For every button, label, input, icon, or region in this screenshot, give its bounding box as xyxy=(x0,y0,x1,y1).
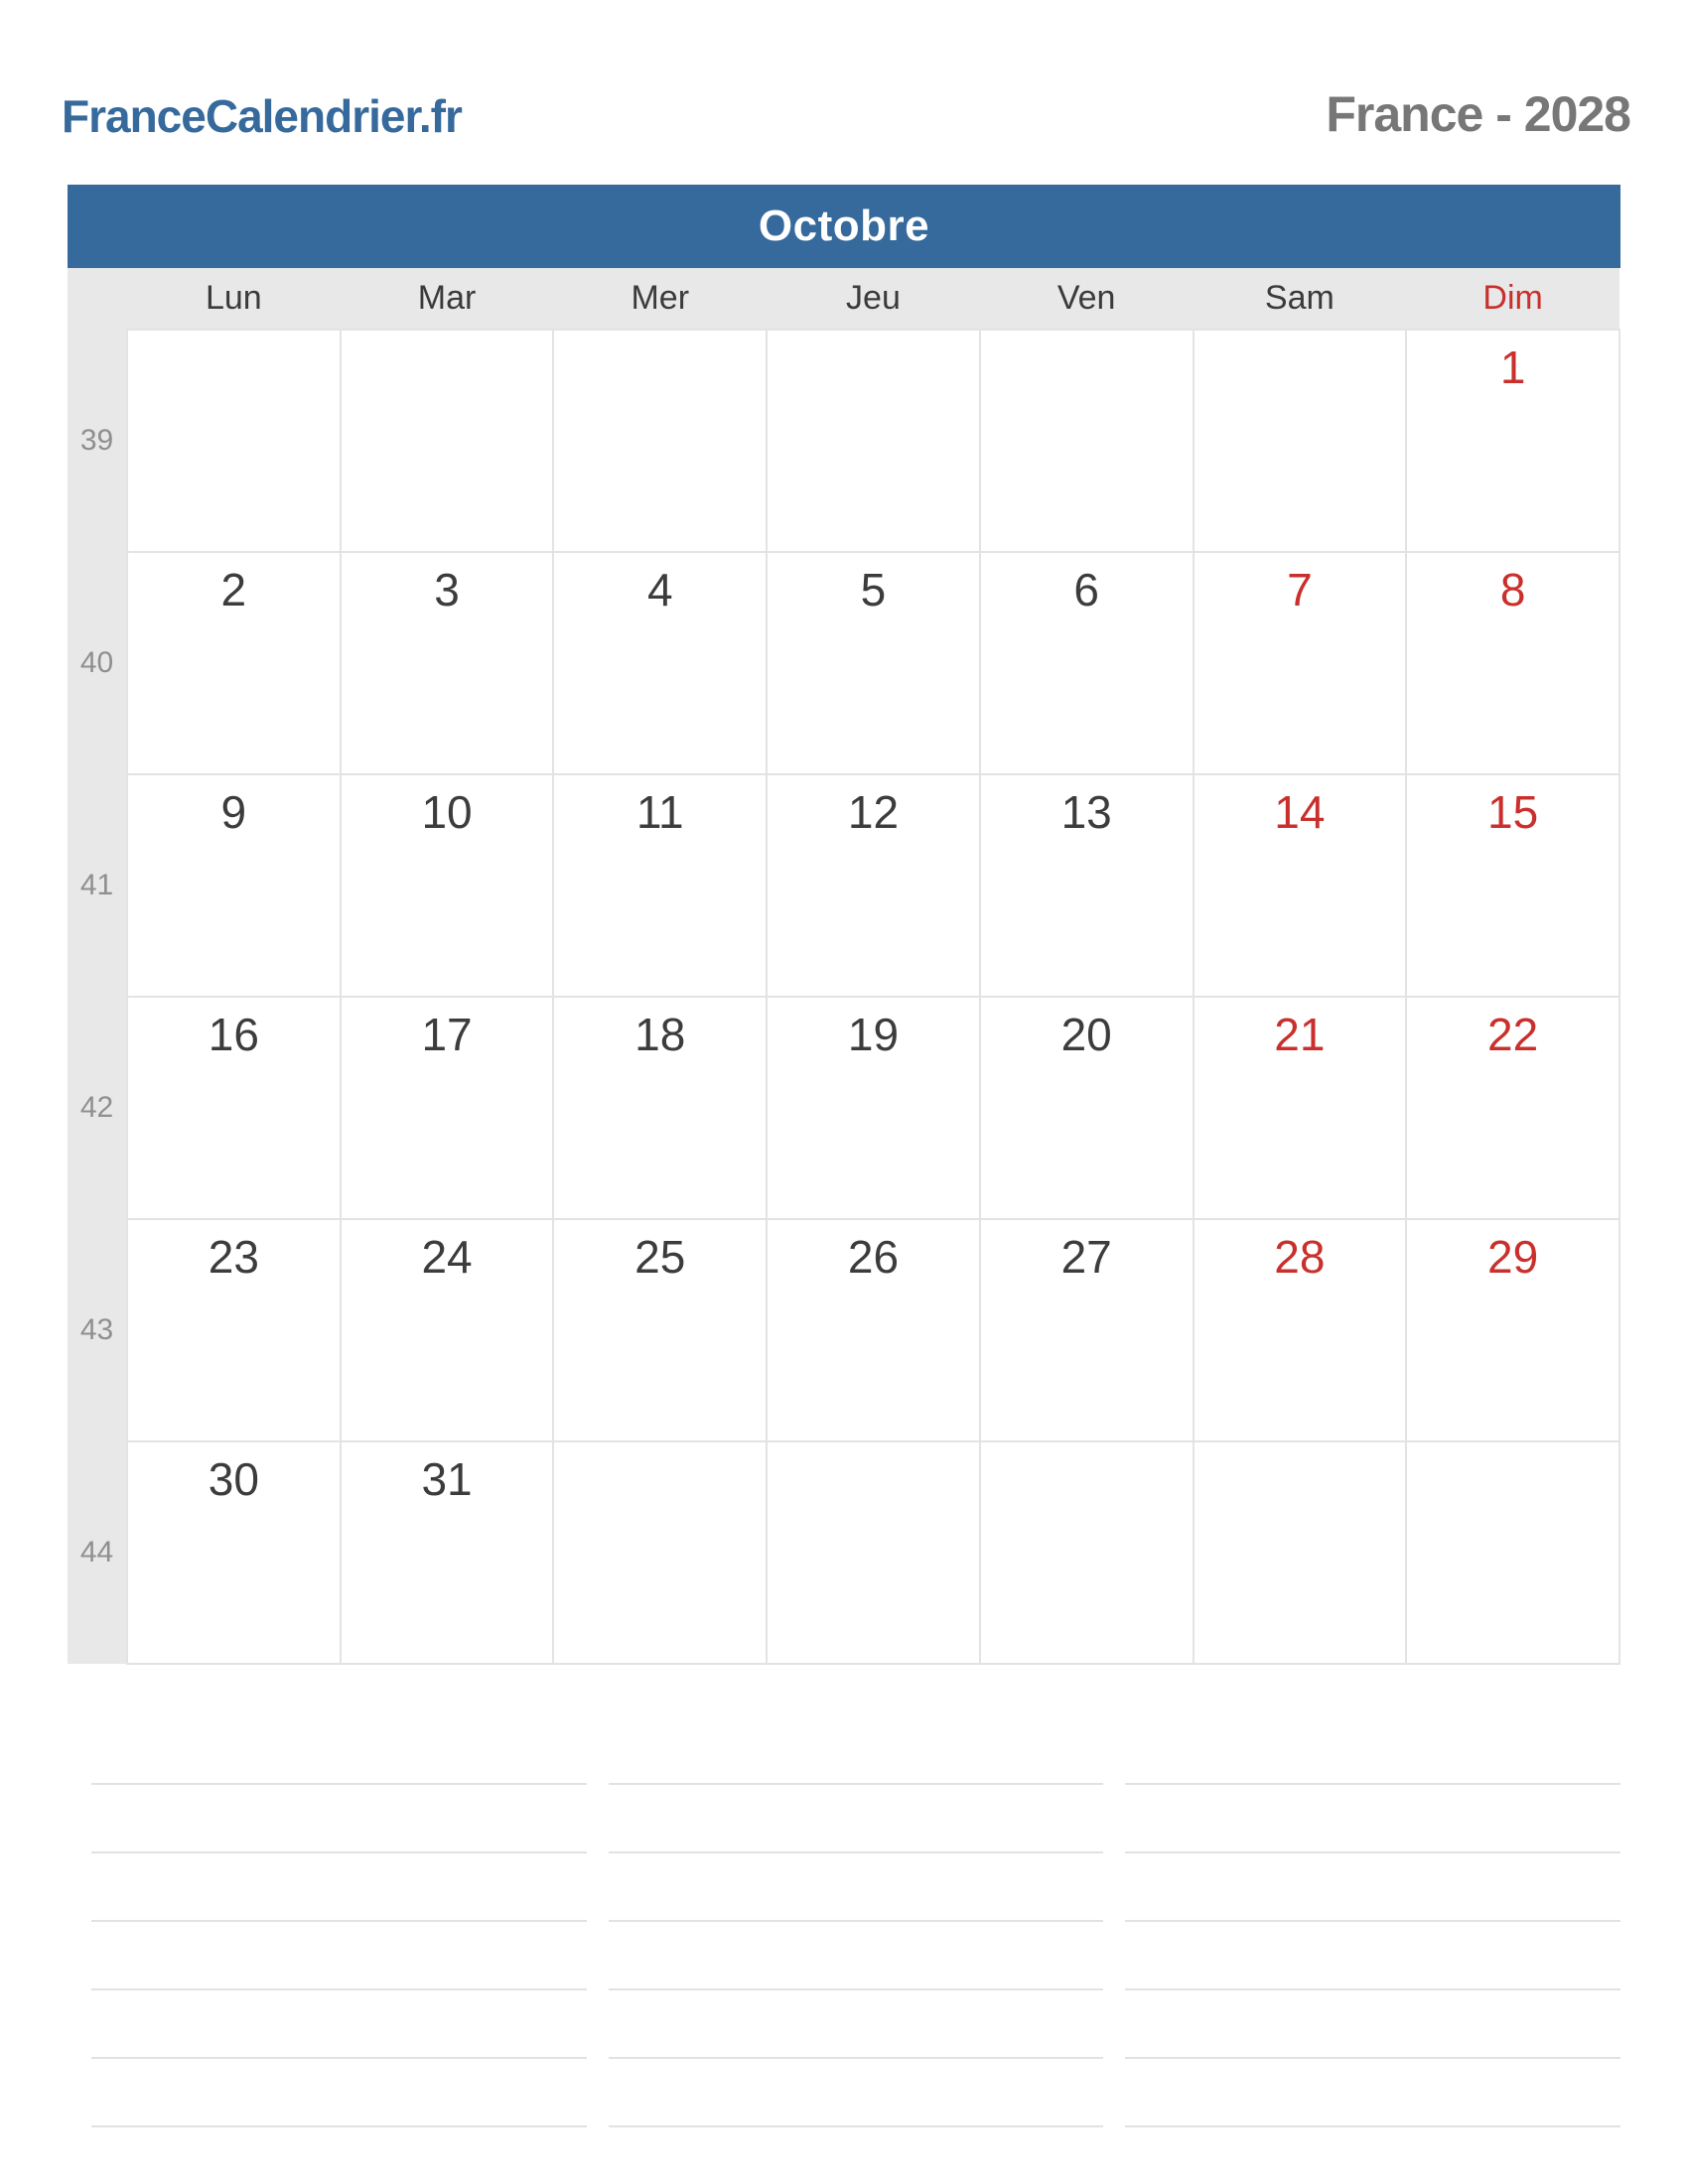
week-row xyxy=(68,1219,1619,1441)
notes-column xyxy=(91,1716,587,2127)
day-cell xyxy=(127,330,341,552)
day-cell: 4 xyxy=(553,552,767,774)
day-cell: 25 xyxy=(553,1219,767,1441)
day-cell: 22 xyxy=(1406,997,1619,1219)
day-header-row xyxy=(68,268,1619,330)
note-line xyxy=(1125,1785,1620,1853)
day-cell: 14 xyxy=(1194,774,1407,997)
note-line xyxy=(1125,1853,1620,1922)
note-line xyxy=(609,1922,1104,1990)
day-cell: 1 xyxy=(1406,330,1619,552)
day-cell: 20 xyxy=(980,997,1194,1219)
day-cell: 12 xyxy=(767,774,980,997)
day-cell xyxy=(553,1441,767,1664)
day-cell: 19 xyxy=(767,997,980,1219)
day-cell: 5 xyxy=(767,552,980,774)
day-header-mar: Mar xyxy=(341,268,554,330)
day-cell: 6 xyxy=(980,552,1194,774)
day-header-jeu: Jeu xyxy=(767,268,980,330)
notes-column xyxy=(609,1716,1104,2127)
note-line xyxy=(91,1922,587,1990)
note-line xyxy=(91,1990,587,2059)
note-line xyxy=(609,1853,1104,1922)
note-line xyxy=(609,2059,1104,2127)
day-cell: 24 xyxy=(341,1219,554,1441)
day-cell: 8 xyxy=(1406,552,1619,774)
week-row xyxy=(68,1441,1619,1664)
day-cell: 29 xyxy=(1406,1219,1619,1441)
week-row xyxy=(68,552,1619,774)
week-row xyxy=(68,330,1619,552)
day-cell: 28 xyxy=(1194,1219,1407,1441)
note-line xyxy=(91,2059,587,2127)
note-line xyxy=(1125,1922,1620,1990)
day-cell xyxy=(767,1441,980,1664)
week-row xyxy=(68,997,1619,1219)
day-cell xyxy=(1194,1441,1407,1664)
month-title: Octobre xyxy=(758,202,930,250)
day-cell: 30 xyxy=(127,1441,341,1664)
notes-column xyxy=(1125,1716,1620,2127)
day-cell: 23 xyxy=(127,1219,341,1441)
day-cell: 16 xyxy=(127,997,341,1219)
note-line xyxy=(609,1785,1104,1853)
day-cell xyxy=(341,330,554,552)
week-number: 43 xyxy=(68,1219,127,1441)
day-cell xyxy=(980,1441,1194,1664)
week-number: 40 xyxy=(68,552,127,774)
notes-lines xyxy=(91,1716,1620,2127)
day-cell: 27 xyxy=(980,1219,1194,1441)
note-line xyxy=(609,1716,1104,1785)
day-cell: 2 xyxy=(127,552,341,774)
day-cell: 17 xyxy=(341,997,554,1219)
day-cell xyxy=(1194,330,1407,552)
week-row xyxy=(68,774,1619,997)
day-header-mer: Mer xyxy=(553,268,767,330)
calendar-grid xyxy=(68,268,1620,1665)
day-cell xyxy=(767,330,980,552)
note-line xyxy=(609,1990,1104,2059)
site-logo[interactable]: FranceCalendrier.fr xyxy=(62,90,462,142)
day-cell xyxy=(980,330,1194,552)
week-number: 41 xyxy=(68,774,127,997)
day-cell: 13 xyxy=(980,774,1194,997)
day-header-sam: Sam xyxy=(1194,268,1407,330)
calendar xyxy=(68,185,1620,1665)
day-cell: 3 xyxy=(341,552,554,774)
note-line xyxy=(91,1853,587,1922)
day-cell: 18 xyxy=(553,997,767,1219)
week-number: 39 xyxy=(68,330,127,552)
note-line xyxy=(1125,1990,1620,2059)
week-column-header xyxy=(68,268,127,330)
month-banner xyxy=(68,185,1620,268)
page-header xyxy=(62,50,1630,142)
day-cell: 31 xyxy=(341,1441,554,1664)
note-line xyxy=(1125,2059,1620,2127)
day-cell xyxy=(553,330,767,552)
day-cell: 7 xyxy=(1194,552,1407,774)
day-cell: 10 xyxy=(341,774,554,997)
day-header-ven: Ven xyxy=(980,268,1194,330)
day-header-lun: Lun xyxy=(127,268,341,330)
week-number: 42 xyxy=(68,997,127,1219)
day-cell: 9 xyxy=(127,774,341,997)
day-cell: 21 xyxy=(1194,997,1407,1219)
day-header-dim: Dim xyxy=(1406,268,1619,330)
week-number: 44 xyxy=(68,1441,127,1664)
day-cell: 11 xyxy=(553,774,767,997)
day-cell: 15 xyxy=(1406,774,1619,997)
note-line xyxy=(91,1785,587,1853)
note-line xyxy=(91,1716,587,1785)
day-cell: 26 xyxy=(767,1219,980,1441)
country-year-title: France - 2028 xyxy=(1326,86,1630,142)
day-cell xyxy=(1406,1441,1619,1664)
note-line xyxy=(1125,1716,1620,1785)
